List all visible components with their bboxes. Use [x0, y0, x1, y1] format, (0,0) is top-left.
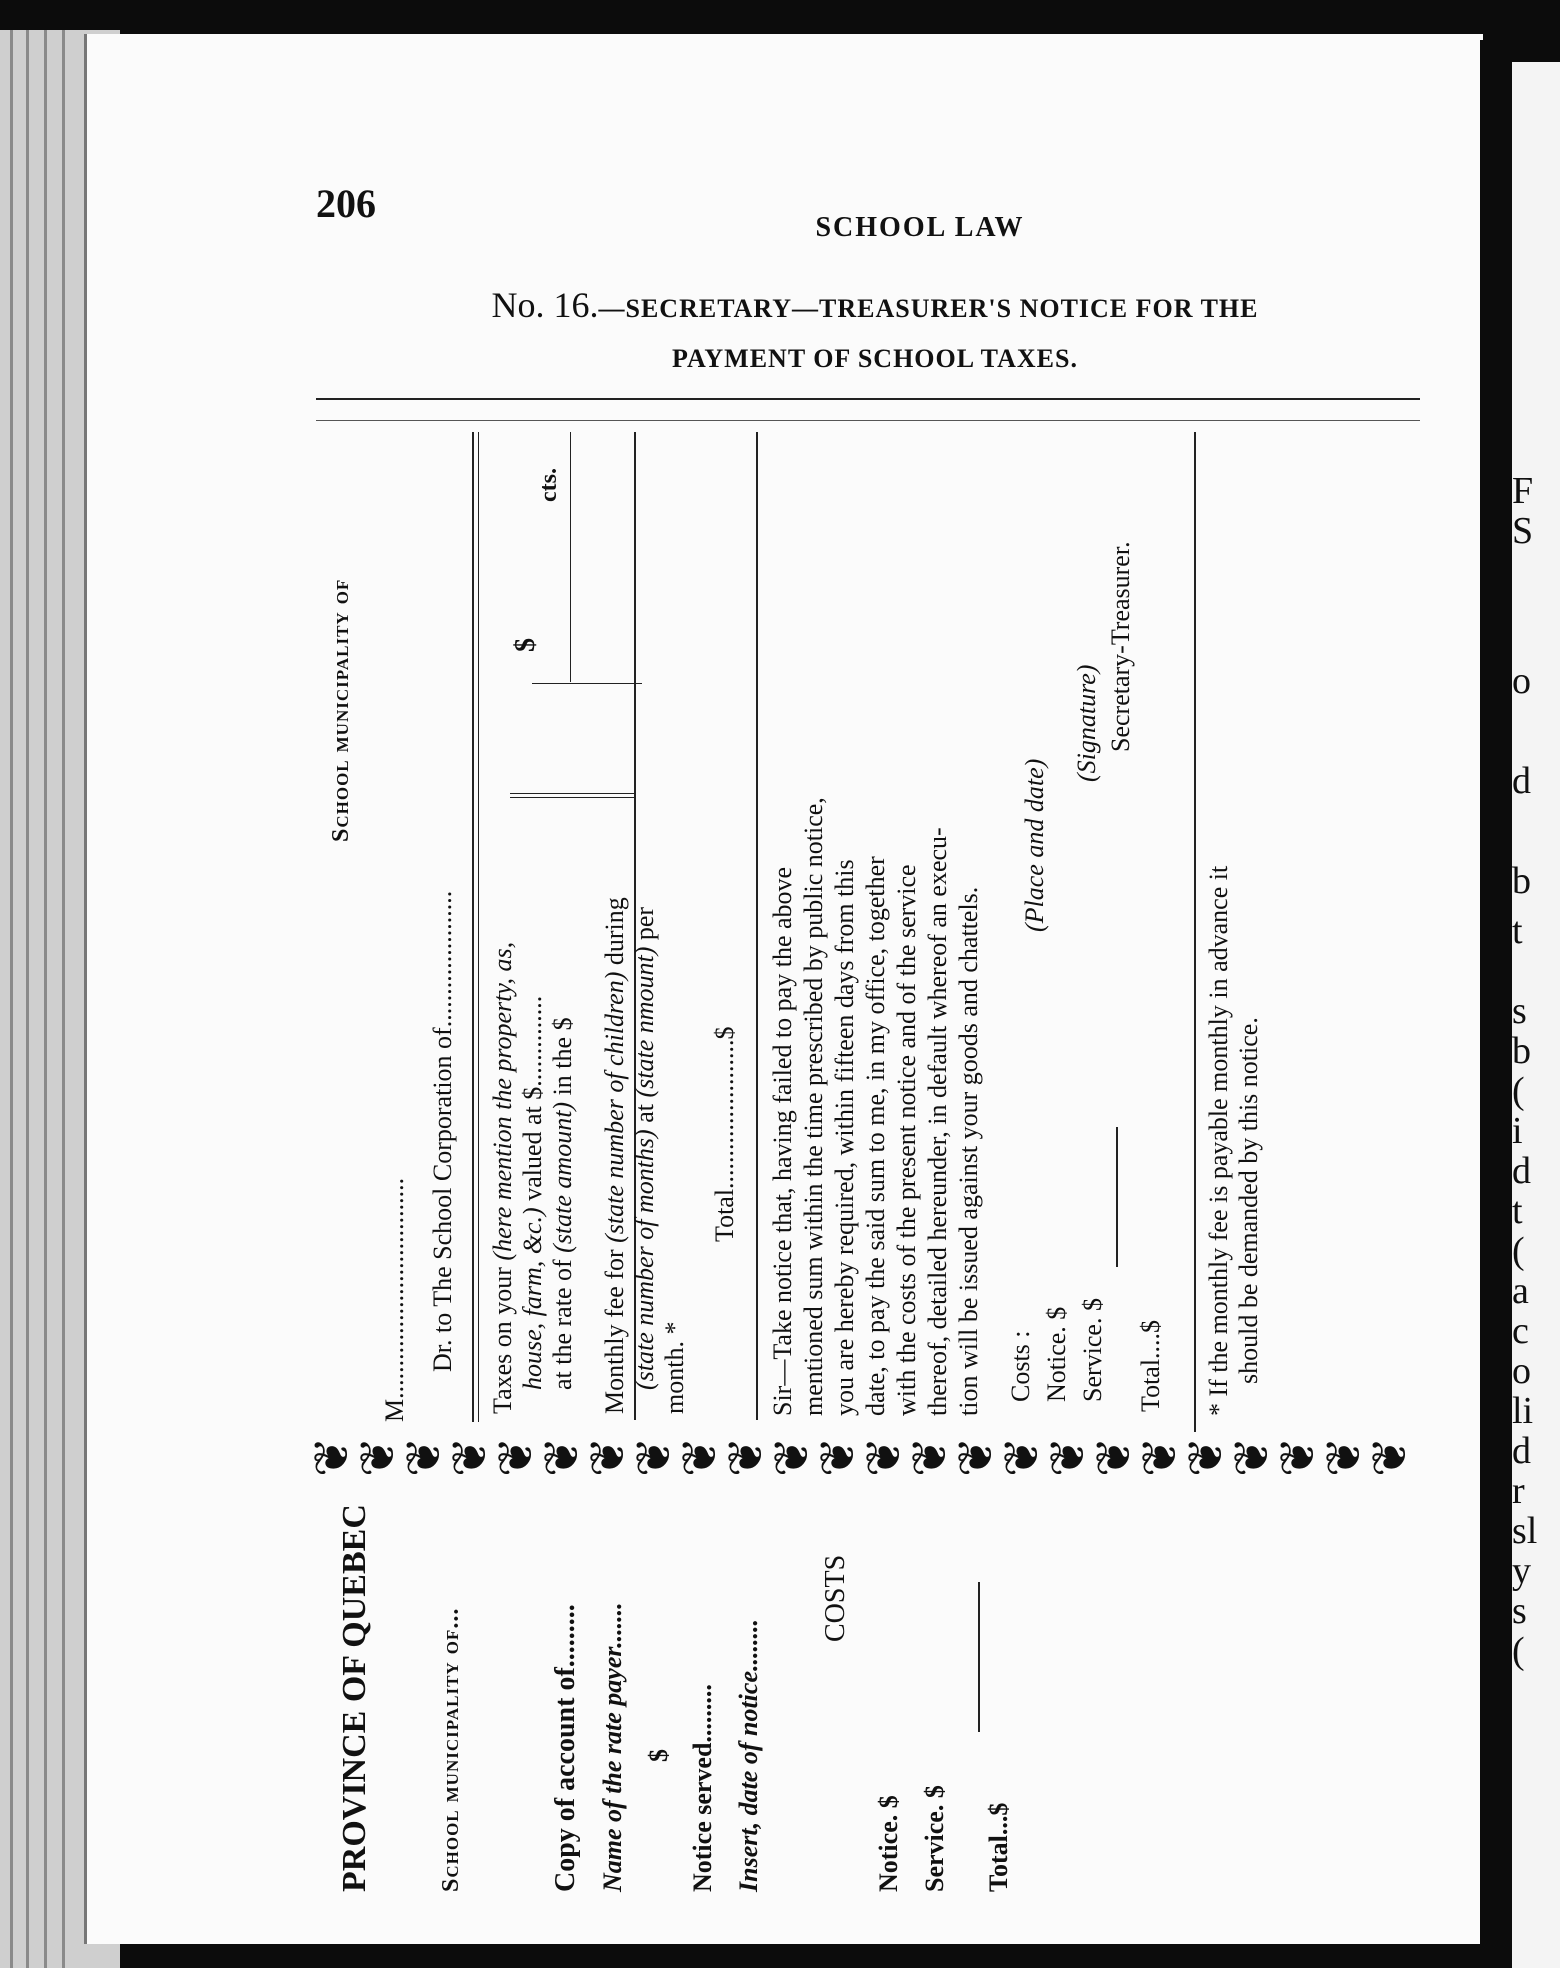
facing-page-letter: i: [1512, 1110, 1523, 1152]
stub-copy-of-account: Copy of account of.........: [550, 1604, 581, 1892]
page-edge-line: [10, 30, 13, 1968]
account-table-cell-rule: [532, 683, 642, 684]
form-number: No. 16.: [491, 285, 599, 325]
fleuron-ornament: ❦: [1040, 1436, 1096, 1477]
notice-body-line: Sir—Take notice that, having failed to pay the above: [768, 866, 797, 1416]
notice-body-line: mentioned sum within the time prescribed by public notice,: [799, 797, 828, 1416]
signature-label: (Signature): [1072, 664, 1101, 782]
account-table-col-rule: [510, 793, 634, 794]
costs-total-rule: [1116, 1127, 1118, 1267]
account-table-top-rule: [472, 432, 474, 1422]
fleuron-ornament: ❦: [1132, 1436, 1188, 1477]
fleuron-ornament: ❦: [626, 1436, 682, 1477]
account-col-dollar: $: [510, 638, 541, 652]
costs-notice: Notice. $: [1042, 1306, 1071, 1402]
page-edge-line: [26, 30, 29, 1968]
facing-page-letter: (: [1512, 1630, 1525, 1672]
notice-body-line: with the costs of the present notice and of the service: [892, 864, 921, 1416]
fleuron-ornament: ❦: [304, 1436, 360, 1477]
fee-line-2: (state number of months) at (state nmount) per: [630, 906, 659, 1390]
notice-addressee: M..................................: [380, 1177, 409, 1422]
facing-page-letter: b: [1512, 1030, 1531, 1072]
form-title-line2: PAYMENT OF SCHOOL TAXES.: [672, 344, 1078, 373]
fleuron-ornament: ❦: [350, 1436, 406, 1477]
fleuron-ornament: ❦: [488, 1436, 544, 1477]
facing-page-letter: li: [1512, 1390, 1534, 1432]
stub-notice-cost: Notice. $: [874, 1795, 903, 1892]
account-table-cts-rule: [570, 432, 571, 682]
facing-page-letter: o: [1512, 660, 1531, 702]
facing-page-letter: r: [1512, 1470, 1525, 1512]
fleuron-ornament: ❦: [672, 1436, 728, 1477]
facing-page-letter: b: [1512, 860, 1531, 902]
facing-page-letter: (: [1512, 1070, 1525, 1112]
facing-page-letter: s: [1512, 990, 1527, 1032]
facing-page-letter: sl: [1512, 1510, 1538, 1552]
costs-label: Costs :: [1006, 1330, 1035, 1402]
tax-line-3: at the rate of (state amount) in the $: [548, 1017, 577, 1390]
account-table-col-rule: [510, 797, 634, 798]
facing-page-letter: a: [1512, 1270, 1529, 1312]
facing-page-edge: [1512, 62, 1560, 1968]
tax-line-2: house, farm, &c.) valued at $..............: [518, 995, 547, 1390]
fleuron-ornament: ❦: [810, 1436, 866, 1477]
notice-body-line: thereof, detailed hereunder, in default whereof an execu-: [923, 827, 952, 1416]
fleuron-ornament: ❦: [534, 1436, 590, 1477]
facing-page-letter: y: [1512, 1550, 1531, 1592]
fee-line-1: Monthly fee for (state number of children) during: [600, 897, 629, 1414]
fleuron-ornament: ❦: [856, 1436, 912, 1477]
footnote-line-1: * If the monthly fee is payable monthly in advance it: [1204, 865, 1233, 1416]
fleuron-ornament: ❦: [1178, 1436, 1234, 1477]
facing-page-letter: S: [1512, 510, 1534, 552]
fleuron-ornament: ❦: [442, 1436, 498, 1477]
facing-page-letter: s: [1512, 1590, 1527, 1632]
stub-service-cost: Service. $: [920, 1785, 949, 1892]
costs-service: Service. $: [1078, 1298, 1107, 1402]
fleuron-ornament: ❦: [1224, 1436, 1280, 1477]
fleuron-ornament: ❦: [718, 1436, 774, 1477]
page-edge-line: [44, 30, 47, 1968]
notice-body-line: date, to pay the said sum to me, in my office, together: [861, 856, 890, 1416]
stub-province: PROVINCE OF QUEBEC: [336, 1504, 373, 1892]
stub-municipality: School municipality of...: [438, 1607, 464, 1892]
facing-page-letter: d: [1512, 1430, 1531, 1472]
notice-debtor: Dr. to The School Corporation of.....................: [428, 890, 457, 1372]
running-head: SCHOOL LAW: [815, 212, 1025, 243]
fleuron-ornament: ❦: [994, 1436, 1050, 1477]
fleuron-ornament: ❦: [1316, 1436, 1372, 1477]
page-number: 206: [316, 181, 376, 226]
notice-body-line: tion will be issued against your goods and chattels.: [954, 886, 983, 1416]
stub-total: Total...$: [984, 1802, 1013, 1892]
stub-rate-payer: Name of the rate payer.......: [598, 1602, 627, 1892]
facing-page-letter: t: [1512, 910, 1523, 952]
header-rule-thin: [316, 420, 1420, 421]
fleuron-ornament: ❦: [902, 1436, 958, 1477]
facing-page-letter: d: [1512, 760, 1531, 802]
place-date: (Place and date): [1020, 758, 1049, 932]
form-title-line1: —SECRETARY—TREASURER'S NOTICE FOR THE: [598, 294, 1259, 323]
book-gutter: [1480, 40, 1512, 1968]
fleuron-ornament: ❦: [1362, 1436, 1418, 1477]
facing-page-letter: (: [1512, 1230, 1525, 1272]
header-rule: [316, 398, 1420, 400]
stub-costs-heading: COSTS: [820, 1554, 851, 1642]
fleuron-ornament: ❦: [948, 1436, 1004, 1477]
stub-dollar: $: [644, 1749, 673, 1762]
fleuron-ornament: ❦: [580, 1436, 636, 1477]
notice-total-line: Total.......................$: [710, 1026, 739, 1242]
facing-page-letter: o: [1512, 1350, 1531, 1392]
facing-page-letter: F: [1512, 470, 1534, 512]
stub-insert-date: Insert, date of notice........: [734, 1619, 763, 1892]
account-col-cts: cts.: [536, 468, 562, 502]
account-table-top-rule-thin: [478, 432, 479, 1422]
notice-total-rule: [756, 432, 758, 1420]
fleuron-ornament: ❦: [1086, 1436, 1142, 1477]
facing-page-letter: d: [1512, 1150, 1531, 1192]
fleuron-ornament: ❦: [764, 1436, 820, 1477]
fee-line-3: month. *: [660, 1321, 689, 1414]
tax-line-1: Taxes on your (here mention the property, as,: [488, 941, 517, 1414]
secretary-treasurer: Secretary-Treasurer.: [1106, 541, 1135, 752]
footnote-rule: [1194, 432, 1196, 1432]
notice-body-line: you are hereby required, within fifteen days from this: [830, 859, 859, 1416]
costs-total: Total....$: [1136, 1319, 1165, 1412]
fleuron-ornament: ❦: [1270, 1436, 1326, 1477]
fleuron-ornament: ❦: [396, 1436, 452, 1477]
form-title: [380, 280, 1370, 384]
facing-page-letter: t: [1512, 1190, 1523, 1232]
notice-municipality-heading: School municipality of: [328, 578, 354, 842]
page-edge-line: [62, 30, 65, 1968]
rotated-form-content: [300, 432, 1420, 1932]
footnote-line-2: should be demanded by this notice.: [1234, 1017, 1263, 1384]
facing-page-letter: c: [1512, 1310, 1529, 1352]
tax-notice-form: [300, 432, 1420, 1932]
stub-notice-served: Notice served.........: [688, 1684, 717, 1892]
